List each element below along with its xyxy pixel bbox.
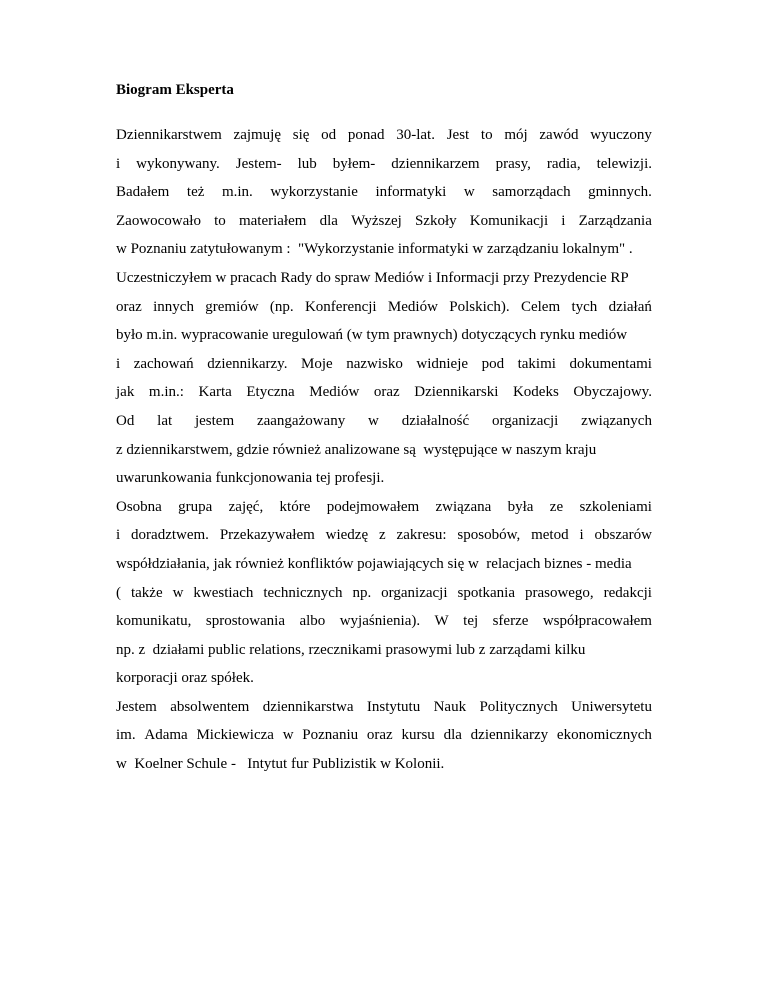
text-line: Jestem absolwentem dziennikarstwa Instytutu Nauk Politycznych Uniwersytetu bbox=[116, 698, 652, 715]
text-line: ( także w kwestiach technicznych np. organizacji spotkania prasowego, redakcji bbox=[116, 584, 652, 601]
text-line: w Koelner Schule - Intytut fur Publizistik w Kolonii. bbox=[116, 756, 445, 773]
text-line: Osobna grupa zajęć, które podejmowałem związana była ze szkoleniami bbox=[116, 498, 652, 515]
text-line: i doradztwem. Przekazywałem wiedzę z zakresu: sposobów, metod i obszarów bbox=[116, 527, 652, 544]
text-line: Dziennikarstwem zajmuję się od ponad 30-lat. Jest to mój zawód wyuczony bbox=[116, 127, 652, 143]
text-line: było m.in. wypracowanie uregulowań (w tym prawnych) dotyczących rynku mediów bbox=[116, 327, 628, 344]
text-line: Badałem też m.in. wykorzystanie informatyki w samorządach gminnych. bbox=[116, 184, 652, 201]
text-line: Zaowocowało to materiałem dla Wyższej Szkoły Komunikacji i Zarządzania bbox=[116, 212, 652, 229]
document-body bbox=[116, 125, 652, 783]
text-line: korporacji oraz spółek. bbox=[116, 670, 254, 687]
text-line: Od lat jestem zaangażowany w działalność organizacji związanych bbox=[116, 412, 652, 429]
text-line: współdziałania, jak również konfliktów pojawiających się w relacjach biznes - media bbox=[116, 555, 632, 572]
text-line: oraz innych gremiów (np. Konferencji Mediów Polskich). Celem tych działań bbox=[116, 298, 652, 315]
text-line: w Poznaniu zatytułowanym : "Wykorzystanie informatyki w zarządzaniu lokalnym" . bbox=[116, 241, 633, 258]
text-line: im. Adama Mickiewicza w Poznaniu oraz kursu dla dziennikarzy ekonomicznych bbox=[116, 727, 652, 744]
text-line: i wykonywany. Jestem- lub byłem- dziennikarzem prasy, radia, telewizji. bbox=[116, 155, 652, 172]
text-line: i zachowań dziennikarzy. Moje nazwisko widnieje pod takimi dokumentami bbox=[116, 355, 652, 372]
document-title: Biogram Eksperta bbox=[116, 82, 234, 98]
text-line: Uczestniczyłem w pracach Rady do spraw Mediów i Informacji przy Prezydencie RP bbox=[116, 269, 629, 286]
text-line: uwarunkowania funkcjonowania tej profesji. bbox=[116, 470, 385, 487]
text-line: np. z działami public relations, rzecznikami prasowymi lub z zarządami kilku bbox=[116, 641, 586, 658]
text-line: jak m.in.: Karta Etyczna Mediów oraz Dziennikarski Kodeks Obyczajowy. bbox=[116, 384, 652, 401]
text-line: komunikatu, sprostowania albo wyjaśnienia). W tej sferze współpracowałem bbox=[116, 613, 652, 630]
text-line: z dziennikarstwem, gdzie również analizowane są występujące w naszym kraju bbox=[116, 441, 597, 458]
